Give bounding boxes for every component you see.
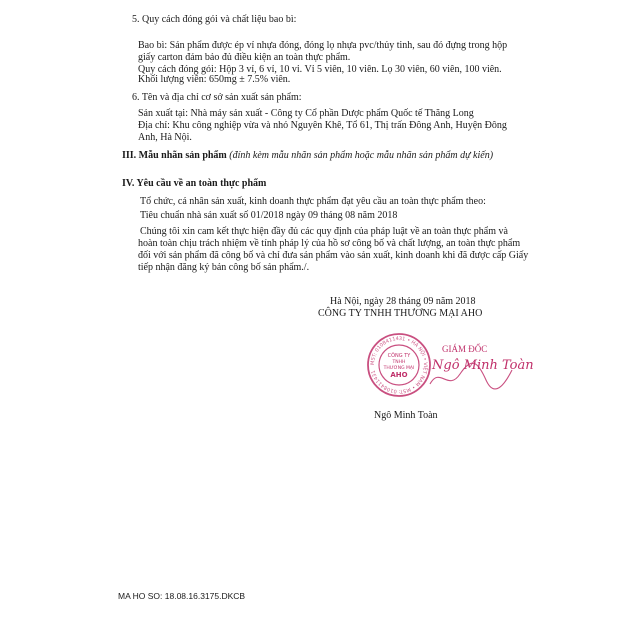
section3-line (122, 150, 493, 162)
stamp-seal-icon (366, 332, 432, 398)
svg-text:AHO: AHO (390, 371, 408, 379)
producer-line: Sản xuất tại: Nhà máy sản xuất - Công ty Cổ phần Dược phẩm Quốc tế Thăng Long (138, 108, 474, 119)
svg-text:TNHH: TNHH (392, 360, 406, 365)
section4-intro: Tổ chức, cá nhân sản xuất, kinh doanh thực phẩm đạt yêu cầu an toàn thực phẩm theo: (140, 196, 486, 207)
handwritten-name: Ngô Minh Toàn (432, 358, 534, 373)
section3-heading: III. Mẫu nhãn sản phẩm (122, 150, 227, 161)
address-line-1: Địa chỉ: Khu công nghiệp vừa và nhỏ Nguyên Khê, Tổ 61, Thị trấn Đông Anh, Huyện Đông (138, 120, 507, 131)
signature-area (426, 340, 534, 402)
company-stamp (366, 332, 432, 398)
packaging-line-2: giấy carton đảm bảo đủ điều kiện an toàn thực phẩm. (138, 52, 351, 63)
commit-line-1: Chúng tôi xin cam kết thực hiện đầy đủ các quy định của pháp luật về an toàn thực phẩm và (140, 226, 508, 237)
signatory-role: GIÁM ĐỐC (442, 344, 488, 354)
company-name: CÔNG TY TNHH THƯƠNG MẠI AHO (318, 308, 483, 319)
commit-line-3: đối với sản phẩm đã công bố và chỉ đưa sản phẩm vào sản xuất, kinh doanh khi đã được cấp Giấy (138, 250, 529, 261)
commit-line-2: hoàn toàn chịu trách nhiệm về tính pháp lý của hồ sơ công bố và chất lượng, an toàn thực phẩm (138, 238, 521, 249)
section6-heading: 6. Tên và địa chỉ cơ sở sản xuất sản phẩm: (132, 92, 302, 103)
printed-name: Ngô Minh Toàn (374, 410, 438, 421)
standard-line: Tiêu chuẩn nhà sản xuất số 01/2018 ngày 09 tháng 08 năm 2018 (140, 210, 398, 221)
spec-line-2: Khối lượng viên: 650mg ± 7.5% viên. (138, 74, 291, 85)
svg-text:THƯƠNG MẠI: THƯƠNG MẠI (383, 366, 415, 371)
svg-text:CÔNG TY: CÔNG TY (387, 353, 411, 359)
address-line-2: Anh, Hà Nội. (138, 132, 192, 143)
section4-heading: IV. Yêu cầu về an toàn thực phẩm (122, 178, 267, 189)
file-code: MA HO SO: 18.08.16.3175.DKCB (118, 591, 246, 601)
commit-line-4: tiếp nhận đăng ký bản công bố sản phẩm./. (138, 262, 310, 273)
packaging-line-1: Bao bì: Sản phẩm được ép vỉ nhựa đóng, đóng lọ nhựa pvc/thủy tinh, sau đó đựng trong hộp (138, 40, 508, 51)
place-date: Hà Nội, ngày 28 tháng 09 năm 2018 (330, 296, 476, 307)
svg-text:MST: 0108411431 • HÀ NỘI • VIỆ: MST: 0108411431 • HÀ NỘI • VIỆT NAM • MST: 0108411431 (369, 335, 429, 395)
section3-note: (đính kèm mẫu nhãn sản phẩm hoặc mẫu nhãn sản phẩm dự kiến) (229, 150, 494, 161)
section5-heading: 5. Quy cách đóng gói và chất liệu bao bì: (132, 14, 297, 25)
spec-line-1: Quy cách đóng gói: Hộp 3 vỉ, 6 vỉ, 10 vỉ. Vỉ 5 viên, 10 viên. Lọ 30 viên, 60 viên, 100 viên. (138, 64, 502, 75)
